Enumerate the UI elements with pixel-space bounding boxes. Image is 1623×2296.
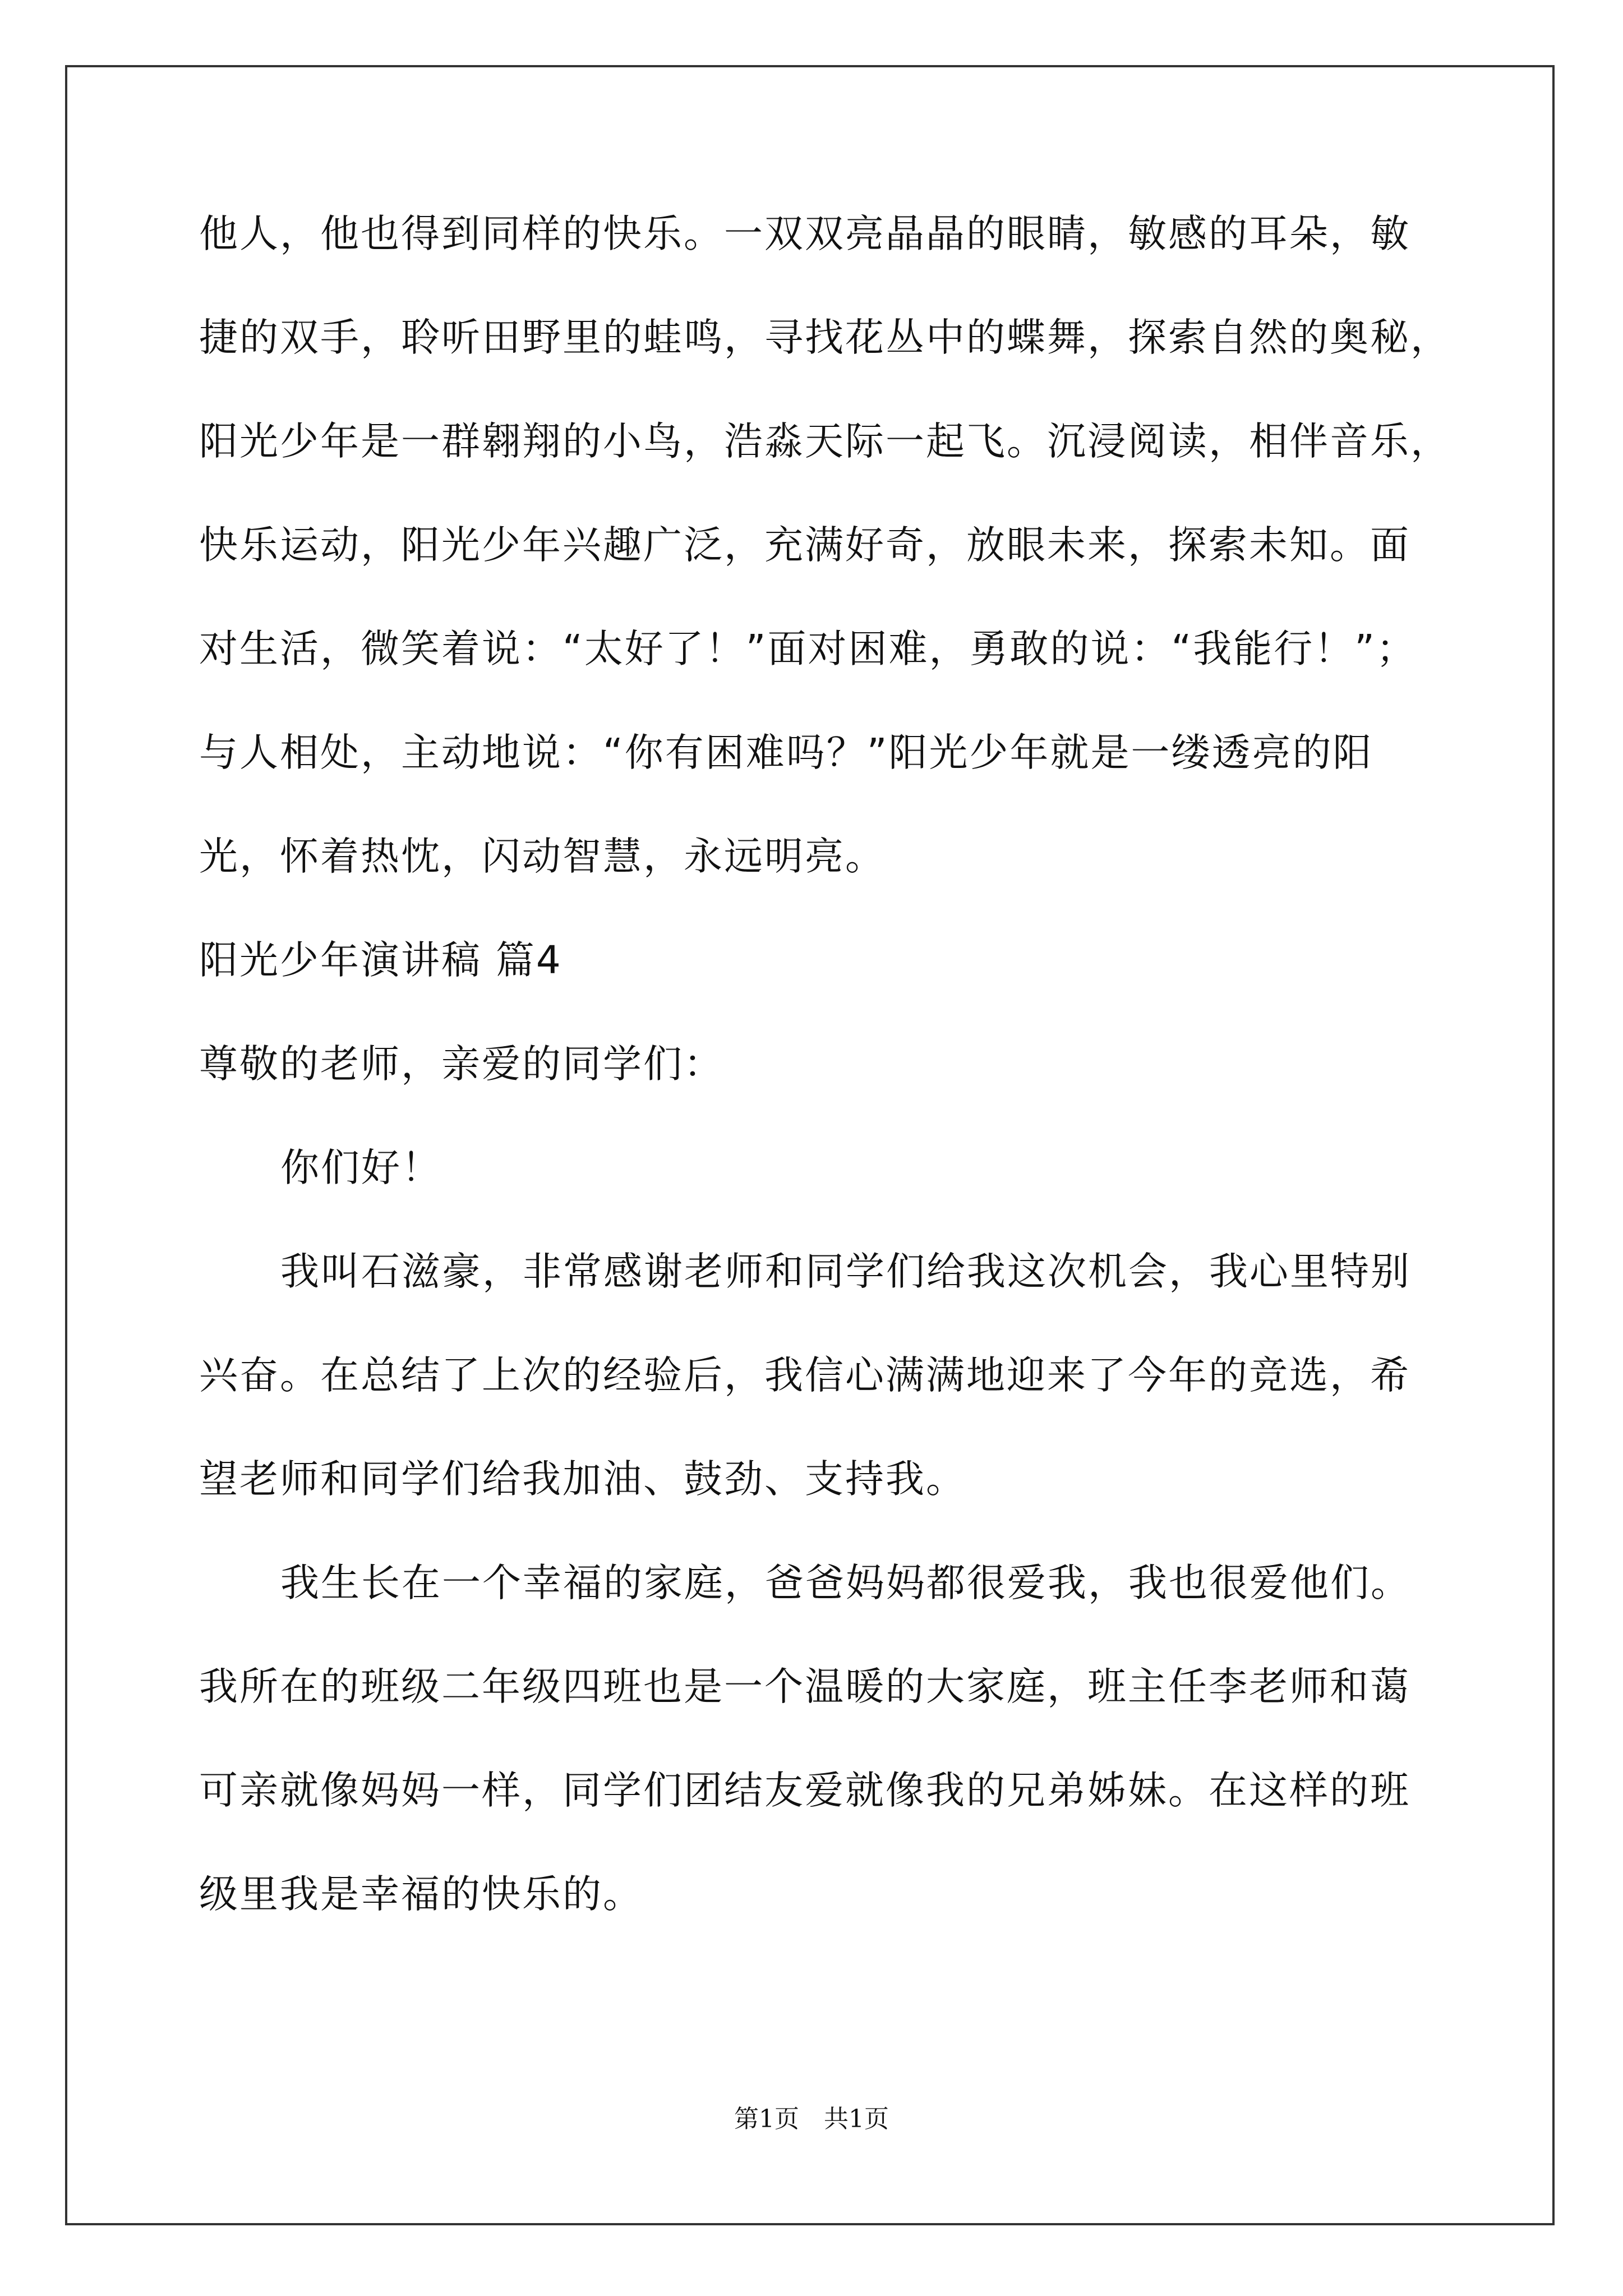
page-number-label: 第1页 共1页 bbox=[734, 2105, 889, 2133]
greeting: 你们好！ bbox=[280, 1145, 442, 1190]
text-line: 与人相处，主动地说：“你有困难吗？”阳光少年就是一缕透亮的阳 bbox=[199, 730, 1373, 775]
text-line: 我生长在一个幸福的家庭，爸爸妈妈都很爱我，我也很爱他们。 bbox=[280, 1561, 1411, 1605]
section-heading: 阳光少年演讲稿 篇4 bbox=[199, 938, 562, 983]
text-line: 捷的双手，聆听田野里的蛙鸣，寻找花丛中的蝶舞，探索自然的奥秘， bbox=[199, 315, 1451, 360]
text-line: 兴奋。在总结了上次的经验后，我信心满满地迎来了今年的竞选，希 bbox=[199, 1353, 1410, 1398]
document-body bbox=[199, 208, 1467, 1921]
salutation: 尊敬的老师，亲爱的同学们： bbox=[199, 1042, 724, 1087]
text-line: 望老师和同学们给我加油、鼓劲、支持我。 bbox=[199, 1457, 966, 1502]
text-line: 我所在的班级二年级四班也是一个温暖的大家庭，班主任李老师和蔼 bbox=[199, 1664, 1410, 1709]
page-footer bbox=[0, 2102, 1623, 2136]
text-line: 级里我是幸福的快乐的。 bbox=[199, 1872, 643, 1917]
text-line: 我叫石滋豪，非常感谢老师和同学们给我这次机会，我心里特别 bbox=[280, 1249, 1411, 1294]
text-line: 光，怀着热忱，闪动智慧，永远明亮。 bbox=[199, 834, 886, 879]
text-line: 对生活，微笑着说：“太好了！”面对困难，勇敢的说：“我能行！”； bbox=[199, 627, 1417, 671]
text-line: 阳光少年是一群翱翔的小鸟，浩淼天际一起飞。沉浸阅读，相伴音乐， bbox=[199, 419, 1451, 464]
text-line: 可亲就像妈妈一样，同学们团结友爱就像我的兄弟姊妹。在这样的班 bbox=[199, 1768, 1410, 1813]
text-line: 他人，他也得到同样的快乐。一双双亮晶晶的眼睛，敏感的耳朵，敏 bbox=[199, 211, 1410, 256]
text-line: 快乐运动，阳光少年兴趣广泛，充满好奇，放眼未来，探索未知。面 bbox=[199, 523, 1410, 568]
